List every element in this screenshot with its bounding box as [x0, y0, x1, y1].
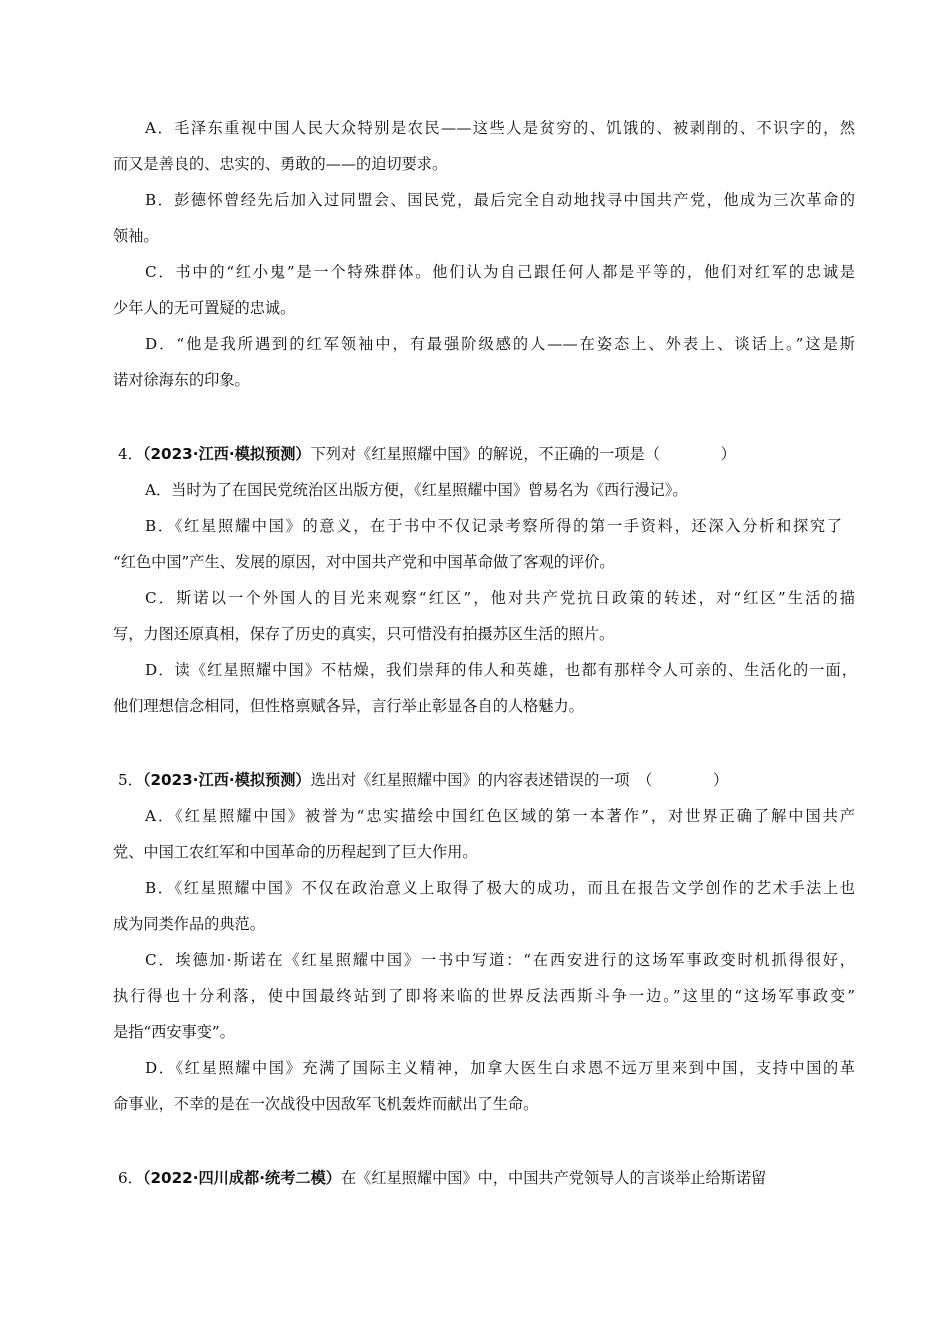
- q5-option-c-line3: 是指“西安事变”。: [113, 1023, 235, 1041]
- q3-option-b-line2: 领袖。: [113, 227, 159, 245]
- q3-option-a-line2: 而又是善良的、忠实的、勇敢的——的迫切要求。: [113, 155, 448, 173]
- question-4-number: 4．: [118, 445, 143, 463]
- question-6-text: 在《红星照耀中国》中，中国共产党领导人的言谈举止给斯诺留: [340, 1169, 767, 1187]
- question-4-stem: [118, 444, 736, 464]
- q3-option-b-line1: B．彭德怀曾经先后加入过同盟会、国民党，最后完全自动地找寻中国共产党，他成为三次革命的: [145, 191, 855, 209]
- q5-option-d-line2: 命事业，不幸的是在一次战役中因敌军飞机轰炸而献出了生命。: [113, 1095, 539, 1113]
- question-4-text: 下列对《红星照耀中国》的解说，不正确的一项是（ ）: [310, 445, 736, 463]
- question-5-number: 5．: [118, 771, 143, 789]
- q4-option-d-line2: 他们理想信念相同，但性格禀赋各异，言行举止彰显各自的人格魅力。: [113, 697, 584, 715]
- q5-option-c-line1: C．埃德加·斯诺在《红星照耀中国》一书中写道：“在西安进行的这场军事政变时机抓得很好，: [145, 951, 855, 969]
- q3-option-d-line1: D．“他是我所遇到的红军领袖中，有最强阶级感的人——在姿态上、外表上、谈话上。”这是斯: [145, 335, 855, 353]
- q5-option-b-line2: 成为同类作品的典范。: [113, 915, 265, 933]
- question-6-source: （2022·四川成都·统考二模）: [142, 1169, 341, 1187]
- question-6-number: 6．: [118, 1169, 143, 1187]
- q3-option-d-line2: 诺对徐海东的印象。: [113, 371, 250, 389]
- q5-option-b-line1: B．《红星照耀中国》不仅在政治意义上取得了极大的成功，而且在报告文学创作的艺术手法上也: [145, 879, 855, 897]
- q5-option-a-line2: 党、中国工农红军和中国革命的历程起到了巨大作用。: [113, 843, 478, 861]
- question-5-source: （2023·江西·模拟预测）: [142, 771, 311, 789]
- q5-option-c-line2: 执行得也十分利落，使中国最终站到了即将来临的世界反法西斯斗争一边。”这里的“这场军事政变”: [113, 987, 855, 1005]
- q5-option-d-line1: D．《红星照耀中国》充满了国际主义精神，加拿大医生白求恩不远万里来到中国，支持中国的革: [145, 1059, 855, 1077]
- question-5-text: 选出对《红星照耀中国》的内容表述错误的一项 （ ）: [310, 771, 729, 789]
- q4-option-b-line1: B．《红星照耀中国》的意义，在于书中不仅记录考察所得的第一手资料，还深入分析和探究了: [145, 517, 842, 535]
- q4-option-b-line2: “红色中国”产生、发展的原因，对中国共产党和中国革命做了客观的评价。: [113, 553, 615, 571]
- q5-option-a-line1: A．《红星照耀中国》被誉为“忠实描绘中国红色区域的第一本著作”，对世界正确了解中国共产: [145, 807, 855, 825]
- question-5-stem: [118, 770, 728, 790]
- question-4-source: （2023·江西·模拟预测）: [142, 445, 311, 463]
- q3-option-a-line1: A．毛泽东重视中国人民大众特别是农民——这些人是贫穷的、饥饿的、被剥削的、不识字的，然: [145, 119, 855, 137]
- q4-option-c-line1: C．斯诺以一个外国人的目光来观察“红区”，他对共产党抗日政策的转述，对“红区”生活的描: [145, 589, 855, 607]
- q3-option-c-line2: 少年人的无可置疑的忠诚。: [113, 299, 296, 317]
- q3-option-c-line1: C．书中的“红小鬼”是一个特殊群体。他们认为自己跟任何人都是平等的，他们对红军的忠诚是: [145, 263, 855, 281]
- q4-option-a-line1: A．当时为了在国民党统治区出版方便，《红星照耀中国》曾易名为《西行漫记》。: [145, 481, 688, 499]
- q4-option-d-line1: D．读《红星照耀中国》不枯燥，我们崇拜的伟人和英雄，也都有那样令人可亲的、生活化的一面，: [145, 661, 857, 679]
- q4-option-c-line2: 写，力图还原真相，保存了历史的真实，只可惜没有拍摄苏区生活的照片。: [113, 625, 615, 643]
- question-6-stem: [118, 1168, 766, 1188]
